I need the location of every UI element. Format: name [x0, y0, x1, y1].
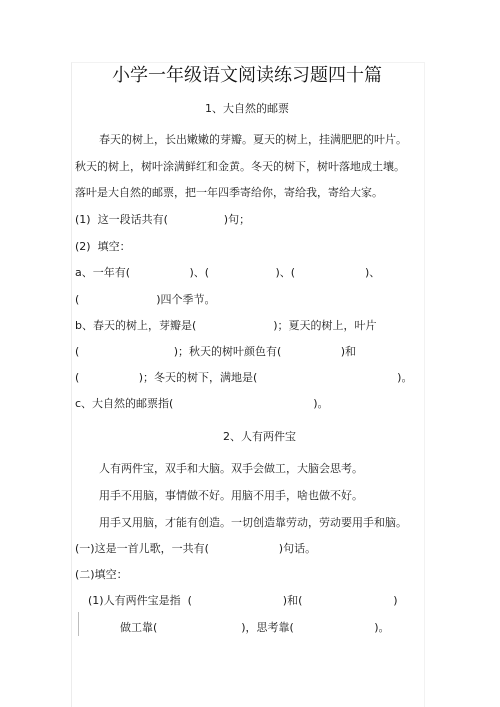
- section-1-question-2: (2) 填空：: [75, 240, 131, 253]
- section-2-question-1: (一)这是一首儿歌，一共有( )句话。: [75, 542, 317, 555]
- section-2-heading: 2、人有两件宝: [223, 430, 296, 443]
- section-1-paragraph-3: 落叶是大自然的邮票，把一年四季寄给你，寄给我，寄给大家。: [75, 186, 383, 199]
- document-title: 小学一年级语文阅读练习题四十篇: [112, 65, 382, 86]
- section-1-question-1: (1) 这一段话共有( )句；: [75, 213, 251, 226]
- section-2-paragraph-3: 用手又用脑，才能有创造。一切创造靠劳动，劳动要用手和脑。: [99, 516, 407, 529]
- section-2-paragraph-2: 用手不用脑，事情做不好。用脑不用手，啥也做不好。: [99, 489, 363, 502]
- section-2-fill-1-line-2: 做工靠( )，思考靠( )。: [120, 621, 390, 634]
- section-2-fill-1-line-1: (1)人有两件宝是指 ( )和( ): [88, 594, 398, 607]
- section-1-paragraph-2: 秋天的树上，树叶涂满鲜红和金黄。冬天的树下，树叶落地成土壤。: [75, 160, 405, 173]
- margin-mark: [78, 612, 79, 636]
- section-1-fill-b-line-2: ( )；秋天的树叶颜色有( )和: [75, 345, 357, 358]
- section-1-fill-b-line-3: ( )；冬天的树下，满地是( )。: [75, 371, 413, 384]
- section-2-question-2: (二)填空：: [75, 568, 128, 581]
- section-1-fill-c: c、大自然的邮票指( )。: [75, 397, 329, 410]
- section-1-fill-b-line-1: b、春天的树上，芽瓣是( )；夏天的树上，叶片: [75, 319, 377, 332]
- section-1-fill-a-line-1: a、一年有( )、( )、( )、: [75, 266, 381, 279]
- section-1-fill-a-line-2: ( )四个季节。: [75, 293, 216, 306]
- section-2-paragraph-1: 人有两件宝，双手和大脑。双手会做工，大脑会思考。: [99, 462, 363, 475]
- section-1-paragraph-1: 春天的树上，长出嫩嫩的芽瓣。夏天的树上，挂满肥肥的叶片。: [99, 133, 407, 146]
- section-1-heading: 1、大自然的邮票: [205, 102, 289, 115]
